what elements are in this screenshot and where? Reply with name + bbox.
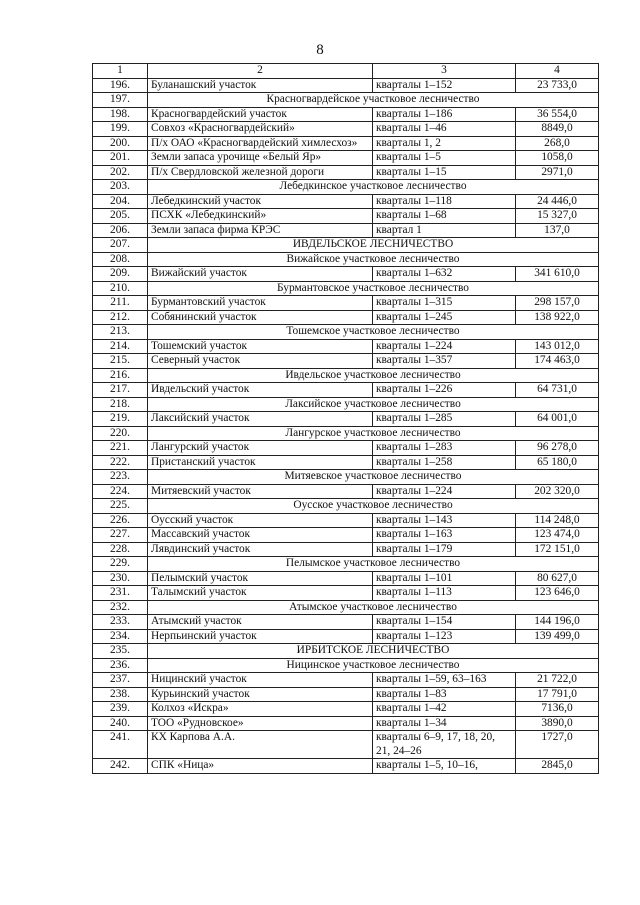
quarters-cell: кварталы 1–118 <box>373 194 516 209</box>
area-cell: 21 722,0 <box>516 673 599 688</box>
row-number: 201. <box>93 151 148 166</box>
quarters-cell: кварталы 1–5 <box>373 151 516 166</box>
table-row <box>93 484 599 499</box>
area-cell: 341 610,0 <box>516 267 599 282</box>
section-row <box>93 252 599 267</box>
table-row <box>93 673 599 688</box>
row-number: 222. <box>93 455 148 470</box>
table-row <box>93 629 599 644</box>
area-cell: 36 554,0 <box>516 107 599 122</box>
quarters-cell: кварталы 1–285 <box>373 412 516 427</box>
plot-name: Тошемский участок <box>148 339 373 354</box>
table-row <box>93 383 599 398</box>
row-number: 212. <box>93 310 148 325</box>
forestry-table <box>92 63 599 774</box>
row-number: 221. <box>93 441 148 456</box>
area-cell: 1727,0 <box>516 731 599 759</box>
table-row <box>93 586 599 601</box>
section-row <box>93 499 599 514</box>
plot-name: Ницинский участок <box>148 673 373 688</box>
table-row <box>93 687 599 702</box>
table-row <box>93 194 599 209</box>
area-cell: 17 791,0 <box>516 687 599 702</box>
plot-name: СПК «Ница» <box>148 759 373 774</box>
area-cell: 298 157,0 <box>516 296 599 311</box>
table-row <box>93 513 599 528</box>
row-number: 198. <box>93 107 148 122</box>
row-number: 203. <box>93 180 148 195</box>
column-header: 4 <box>516 64 599 79</box>
table-row <box>93 455 599 470</box>
quarters-cell: кварталы 1–224 <box>373 339 516 354</box>
plot-name: П/х ОАО «Красногвардейский химлесхоз» <box>148 136 373 151</box>
row-number: 206. <box>93 223 148 238</box>
row-number: 224. <box>93 484 148 499</box>
section-row <box>93 426 599 441</box>
quarters-cell: квартал 1 <box>373 223 516 238</box>
table-row <box>93 296 599 311</box>
section-title: Лаксийское участковое лесничество <box>148 397 599 412</box>
table-row <box>93 542 599 557</box>
quarters-cell: кварталы 1–101 <box>373 571 516 586</box>
section-title: Вижайское участковое лесничество <box>148 252 599 267</box>
plot-name: Лаксийский участок <box>148 412 373 427</box>
area-cell: 172 151,0 <box>516 542 599 557</box>
plot-name: Вижайский участок <box>148 267 373 282</box>
area-cell: 8849,0 <box>516 122 599 137</box>
area-cell: 123 474,0 <box>516 528 599 543</box>
quarters-cell: кварталы 1–152 <box>373 78 516 93</box>
plot-name: Буланашский участок <box>148 78 373 93</box>
table-row <box>93 78 599 93</box>
row-number: 217. <box>93 383 148 398</box>
area-cell: 123 646,0 <box>516 586 599 601</box>
quarters-cell: кварталы 1–224 <box>373 484 516 499</box>
quarters-cell: кварталы 1–226 <box>373 383 516 398</box>
row-number: 220. <box>93 426 148 441</box>
table-row <box>93 223 599 238</box>
section-row <box>93 557 599 572</box>
row-number: 231. <box>93 586 148 601</box>
quarters-cell: кварталы 1–632 <box>373 267 516 282</box>
quarters-cell: кварталы 1–68 <box>373 209 516 224</box>
area-cell: 64 001,0 <box>516 412 599 427</box>
table-row <box>93 310 599 325</box>
row-number: 223. <box>93 470 148 485</box>
plot-name: П/х Свердловской железной дороги <box>148 165 373 180</box>
plot-name: Курьинский участок <box>148 687 373 702</box>
row-number: 227. <box>93 528 148 543</box>
area-cell: 3890,0 <box>516 716 599 731</box>
row-number: 229. <box>93 557 148 572</box>
row-number: 214. <box>93 339 148 354</box>
plot-name: Лебедкинский участок <box>148 194 373 209</box>
table-row <box>93 615 599 630</box>
area-cell: 7136,0 <box>516 702 599 717</box>
area-cell: 143 012,0 <box>516 339 599 354</box>
area-cell: 137,0 <box>516 223 599 238</box>
table-row <box>93 354 599 369</box>
area-cell: 24 446,0 <box>516 194 599 209</box>
area-cell: 96 278,0 <box>516 441 599 456</box>
section-row <box>93 180 599 195</box>
area-cell: 144 196,0 <box>516 615 599 630</box>
row-number: 215. <box>93 354 148 369</box>
quarters-cell: кварталы 1–154 <box>373 615 516 630</box>
plot-name: Лявдинский участок <box>148 542 373 557</box>
quarters-cell: кварталы 1–258 <box>373 455 516 470</box>
table-row <box>93 716 599 731</box>
quarters-cell: кварталы 1–163 <box>373 528 516 543</box>
area-cell: 174 463,0 <box>516 354 599 369</box>
plot-name: ПСХК «Лебедкинский» <box>148 209 373 224</box>
quarters-cell: кварталы 1–186 <box>373 107 516 122</box>
row-number: 230. <box>93 571 148 586</box>
section-title: Оусское участковое лесничество <box>148 499 599 514</box>
quarters-cell: кварталы 1–59, 63–163 <box>373 673 516 688</box>
area-cell: 15 327,0 <box>516 209 599 224</box>
table-row <box>93 107 599 122</box>
quarters-cell: кварталы 1–179 <box>373 542 516 557</box>
table-row <box>93 267 599 282</box>
plot-name: Пелымский участок <box>148 571 373 586</box>
area-cell: 268,0 <box>516 136 599 151</box>
quarters-cell: кварталы 1–83 <box>373 687 516 702</box>
row-number: 210. <box>93 281 148 296</box>
area-cell: 202 320,0 <box>516 484 599 499</box>
section-row <box>93 325 599 340</box>
page-number: 8 <box>316 42 324 58</box>
row-number: 235. <box>93 644 148 659</box>
section-title: Ивдельское участковое лесничество <box>148 368 599 383</box>
plot-name: Талымский участок <box>148 586 373 601</box>
area-cell: 2971,0 <box>516 165 599 180</box>
plot-name: Совхоз «Красногвардейский» <box>148 122 373 137</box>
section-title: Красногвардейское участковое лесничество <box>148 93 599 108</box>
quarters-cell: кварталы 1–315 <box>373 296 516 311</box>
quarters-cell: кварталы 1–46 <box>373 122 516 137</box>
row-number: 218. <box>93 397 148 412</box>
plot-name: Северный участок <box>148 354 373 369</box>
section-title: Пелымское участковое лесничество <box>148 557 599 572</box>
row-number: 237. <box>93 673 148 688</box>
row-number: 226. <box>93 513 148 528</box>
section-title: Митяевское участковое лесничество <box>148 470 599 485</box>
row-number: 196. <box>93 78 148 93</box>
plot-name: Массавский участок <box>148 528 373 543</box>
area-cell: 139 499,0 <box>516 629 599 644</box>
table-body <box>93 64 599 774</box>
table-row <box>93 165 599 180</box>
area-cell: 65 180,0 <box>516 455 599 470</box>
quarters-cell: кварталы 1–42 <box>373 702 516 717</box>
section-row <box>93 600 599 615</box>
area-cell: 1058,0 <box>516 151 599 166</box>
quarters-cell: кварталы 1–5, 10–16, <box>373 759 516 774</box>
row-number: 208. <box>93 252 148 267</box>
quarters-cell: кварталы 1, 2 <box>373 136 516 151</box>
area-cell: 138 922,0 <box>516 310 599 325</box>
section-row <box>93 658 599 673</box>
section-title: ИРБИТСКОЕ ЛЕСНИЧЕСТВО <box>148 644 599 659</box>
section-row <box>93 93 599 108</box>
table-row <box>93 209 599 224</box>
plot-name: Оусский участок <box>148 513 373 528</box>
quarters-cell: кварталы 1–357 <box>373 354 516 369</box>
row-number: 240. <box>93 716 148 731</box>
row-number: 205. <box>93 209 148 224</box>
area-cell: 2845,0 <box>516 759 599 774</box>
quarters-cell: кварталы 1–245 <box>373 310 516 325</box>
row-number: 241. <box>93 731 148 759</box>
row-number: 233. <box>93 615 148 630</box>
plot-name: ТОО «Рудновское» <box>148 716 373 731</box>
row-number: 238. <box>93 687 148 702</box>
section-row <box>93 470 599 485</box>
table-row <box>93 759 599 774</box>
section-title: Лебедкинское участковое лесничество <box>148 180 599 195</box>
plot-name: Земли запаса урочище «Белый Яр» <box>148 151 373 166</box>
area-cell: 23 733,0 <box>516 78 599 93</box>
plot-name: Бурмантовский участок <box>148 296 373 311</box>
quarters-cell: кварталы 6–9, 17, 18, 20, 21, 24–26 <box>373 731 516 759</box>
table-row <box>93 412 599 427</box>
row-number: 236. <box>93 658 148 673</box>
section-row <box>93 644 599 659</box>
row-number: 216. <box>93 368 148 383</box>
plot-name: Пристанский участок <box>148 455 373 470</box>
table-row <box>93 702 599 717</box>
section-row <box>93 238 599 253</box>
area-cell: 64 731,0 <box>516 383 599 398</box>
plot-name: Красногвардейский участок <box>148 107 373 122</box>
section-title: Тошемское участковое лесничество <box>148 325 599 340</box>
quarters-cell: кварталы 1–283 <box>373 441 516 456</box>
table-row <box>93 528 599 543</box>
row-number: 197. <box>93 93 148 108</box>
row-number: 242. <box>93 759 148 774</box>
table-row <box>93 441 599 456</box>
section-title: ИВДЕЛЬСКОЕ ЛЕСНИЧЕСТВО <box>148 238 599 253</box>
row-number: 199. <box>93 122 148 137</box>
section-row <box>93 368 599 383</box>
section-title: Бурмантовское участковое лесничество <box>148 281 599 296</box>
row-number: 228. <box>93 542 148 557</box>
section-title: Лангурское участковое лесничество <box>148 426 599 441</box>
column-header: 1 <box>93 64 148 79</box>
plot-name: Колхоз «Искра» <box>148 702 373 717</box>
row-number: 213. <box>93 325 148 340</box>
table-row <box>93 731 599 759</box>
row-number: 239. <box>93 702 148 717</box>
row-number: 219. <box>93 412 148 427</box>
plot-name: Нерпьинский участок <box>148 629 373 644</box>
row-number: 225. <box>93 499 148 514</box>
section-row <box>93 281 599 296</box>
row-number: 211. <box>93 296 148 311</box>
column-header: 3 <box>373 64 516 79</box>
table-row <box>93 122 599 137</box>
plot-name: Земли запаса фирма КРЭС <box>148 223 373 238</box>
row-number: 234. <box>93 629 148 644</box>
row-number: 209. <box>93 267 148 282</box>
section-row <box>93 397 599 412</box>
plot-name: КХ Карпова А.А. <box>148 731 373 759</box>
area-cell: 114 248,0 <box>516 513 599 528</box>
plot-name: Собянинский участок <box>148 310 373 325</box>
quarters-cell: кварталы 1–143 <box>373 513 516 528</box>
section-title: Ницинское участковое лесничество <box>148 658 599 673</box>
row-number: 207. <box>93 238 148 253</box>
row-number: 200. <box>93 136 148 151</box>
quarters-cell: кварталы 1–123 <box>373 629 516 644</box>
table-row <box>93 339 599 354</box>
quarters-cell: кварталы 1–15 <box>373 165 516 180</box>
plot-name: Лангурский участок <box>148 441 373 456</box>
row-number: 204. <box>93 194 148 209</box>
plot-name: Атымский участок <box>148 615 373 630</box>
table-row <box>93 571 599 586</box>
table-row <box>93 151 599 166</box>
table-header-row <box>93 64 599 79</box>
plot-name: Ивдельский участок <box>148 383 373 398</box>
section-title: Атымское участковое лесничество <box>148 600 599 615</box>
row-number: 232. <box>93 600 148 615</box>
plot-name: Митяевский участок <box>148 484 373 499</box>
quarters-cell: кварталы 1–34 <box>373 716 516 731</box>
quarters-cell: кварталы 1–113 <box>373 586 516 601</box>
column-header: 2 <box>148 64 373 79</box>
table-row <box>93 136 599 151</box>
row-number: 202. <box>93 165 148 180</box>
area-cell: 80 627,0 <box>516 571 599 586</box>
